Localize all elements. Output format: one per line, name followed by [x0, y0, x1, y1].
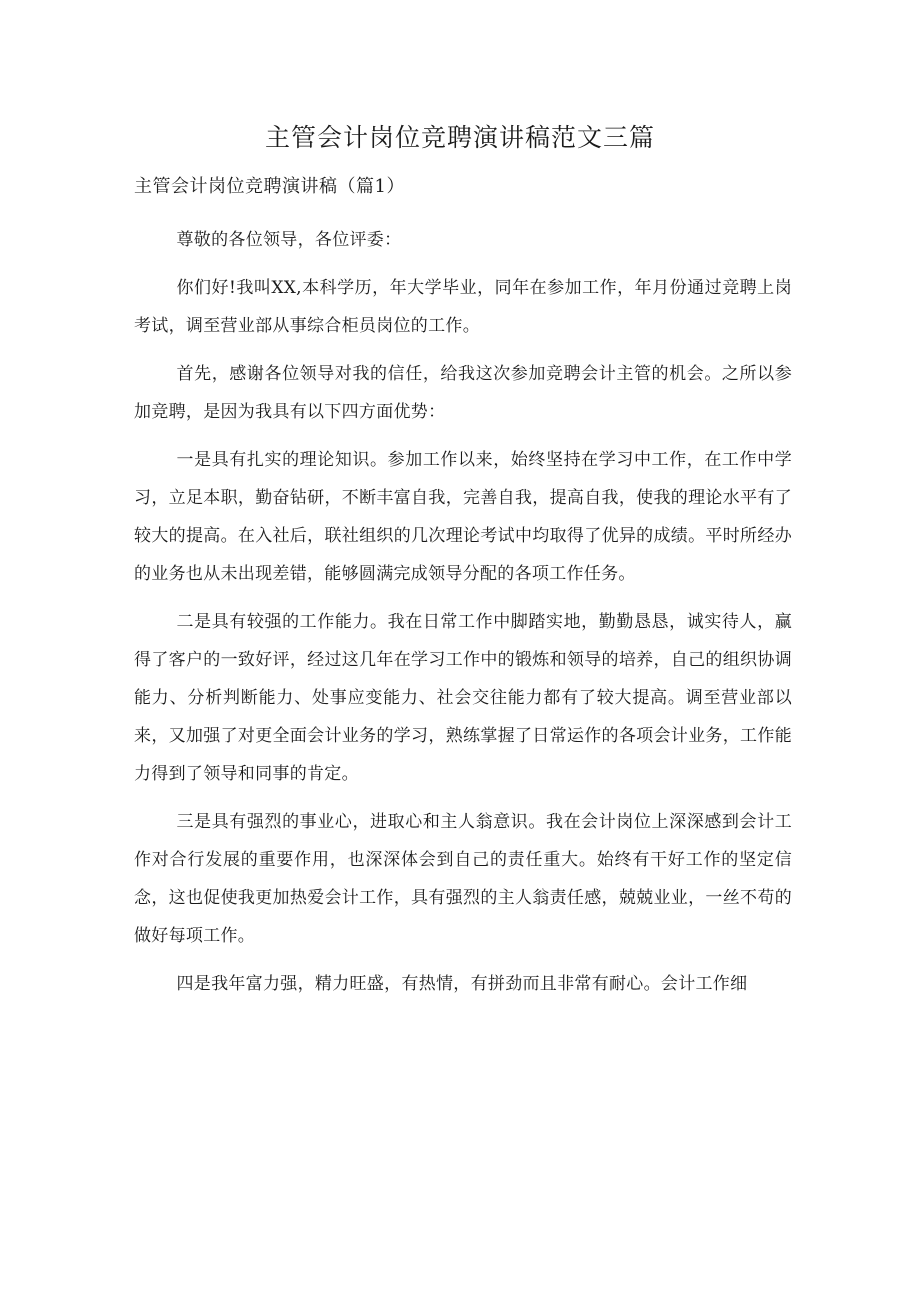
section-heading: 主管会计岗位竞聘演讲稿（篇1）: [134, 176, 405, 197]
paragraph-introduction: 你们好!我叫XX,本科学历，年大学毕业，同年在参加工作，年月份通过竞聘上岗考试，调至营业部从事综合柜员岗位的工作。: [134, 278, 792, 336]
paragraph-salutation: 尊敬的各位领导，各位评委：: [176, 230, 402, 250]
paragraph-advantage-one: 一是具有扎实的理论知识。参加工作以来，始终坚持在学习中工作，在工作中学习，立足本职，勤奋钻研，不断丰富自我，完善自我，提高自我，使我的理论水平有了较大的提高。在入社后，联社组织的几次理论考试中均取得了优异的成绩。平时所经办的业务也从未出现差错，能够圆满完成领导分配的各项工作任务。: [134, 450, 792, 584]
paragraph-advantage-two: 二是具有较强的工作能力。我在日常工作中脚踏实地，勤勤恳恳，诚实待人，赢得了客户的一致好评，经过这几年在学习工作中的锻炼和领导的培养，自己的组织协调能力、分析判断能力、处事应变能力、社会交往能力都有了较大提高。调至营业部以来，又加强了对更全面会计业务的学习，熟练掌握了日常运作的各项会计业务，工作能力得到了领导和同事的肯定。: [134, 612, 792, 784]
document-body: [134, 221, 792, 1013]
paragraph-advantage-three: 三是具有强烈的事业心，进取心和主人翁意识。我在会计岗位上深深感到会计工作对合行发展的重要作用，也深深体会到自己的责任重大。始终有干好工作的坚定信念，这也促使我更加热爱会计工作，具有强烈的主人翁责任感，兢兢业业，一丝不苟的做好每项工作。: [134, 812, 792, 946]
paragraph-gratitude: 首先，感谢各位领导对我的信任，给我这次参加竞聘会计主管的机会。之所以参加竞聘，是因为我具有以下四方面优势：: [134, 364, 792, 422]
paragraph-advantage-four: 四是我年富力强，精力旺盛，有热情，有拼劲而且非常有耐心。会计工作细: [176, 974, 748, 994]
document-title: 主管会计岗位竞聘演讲稿范文三篇: [264, 123, 655, 152]
